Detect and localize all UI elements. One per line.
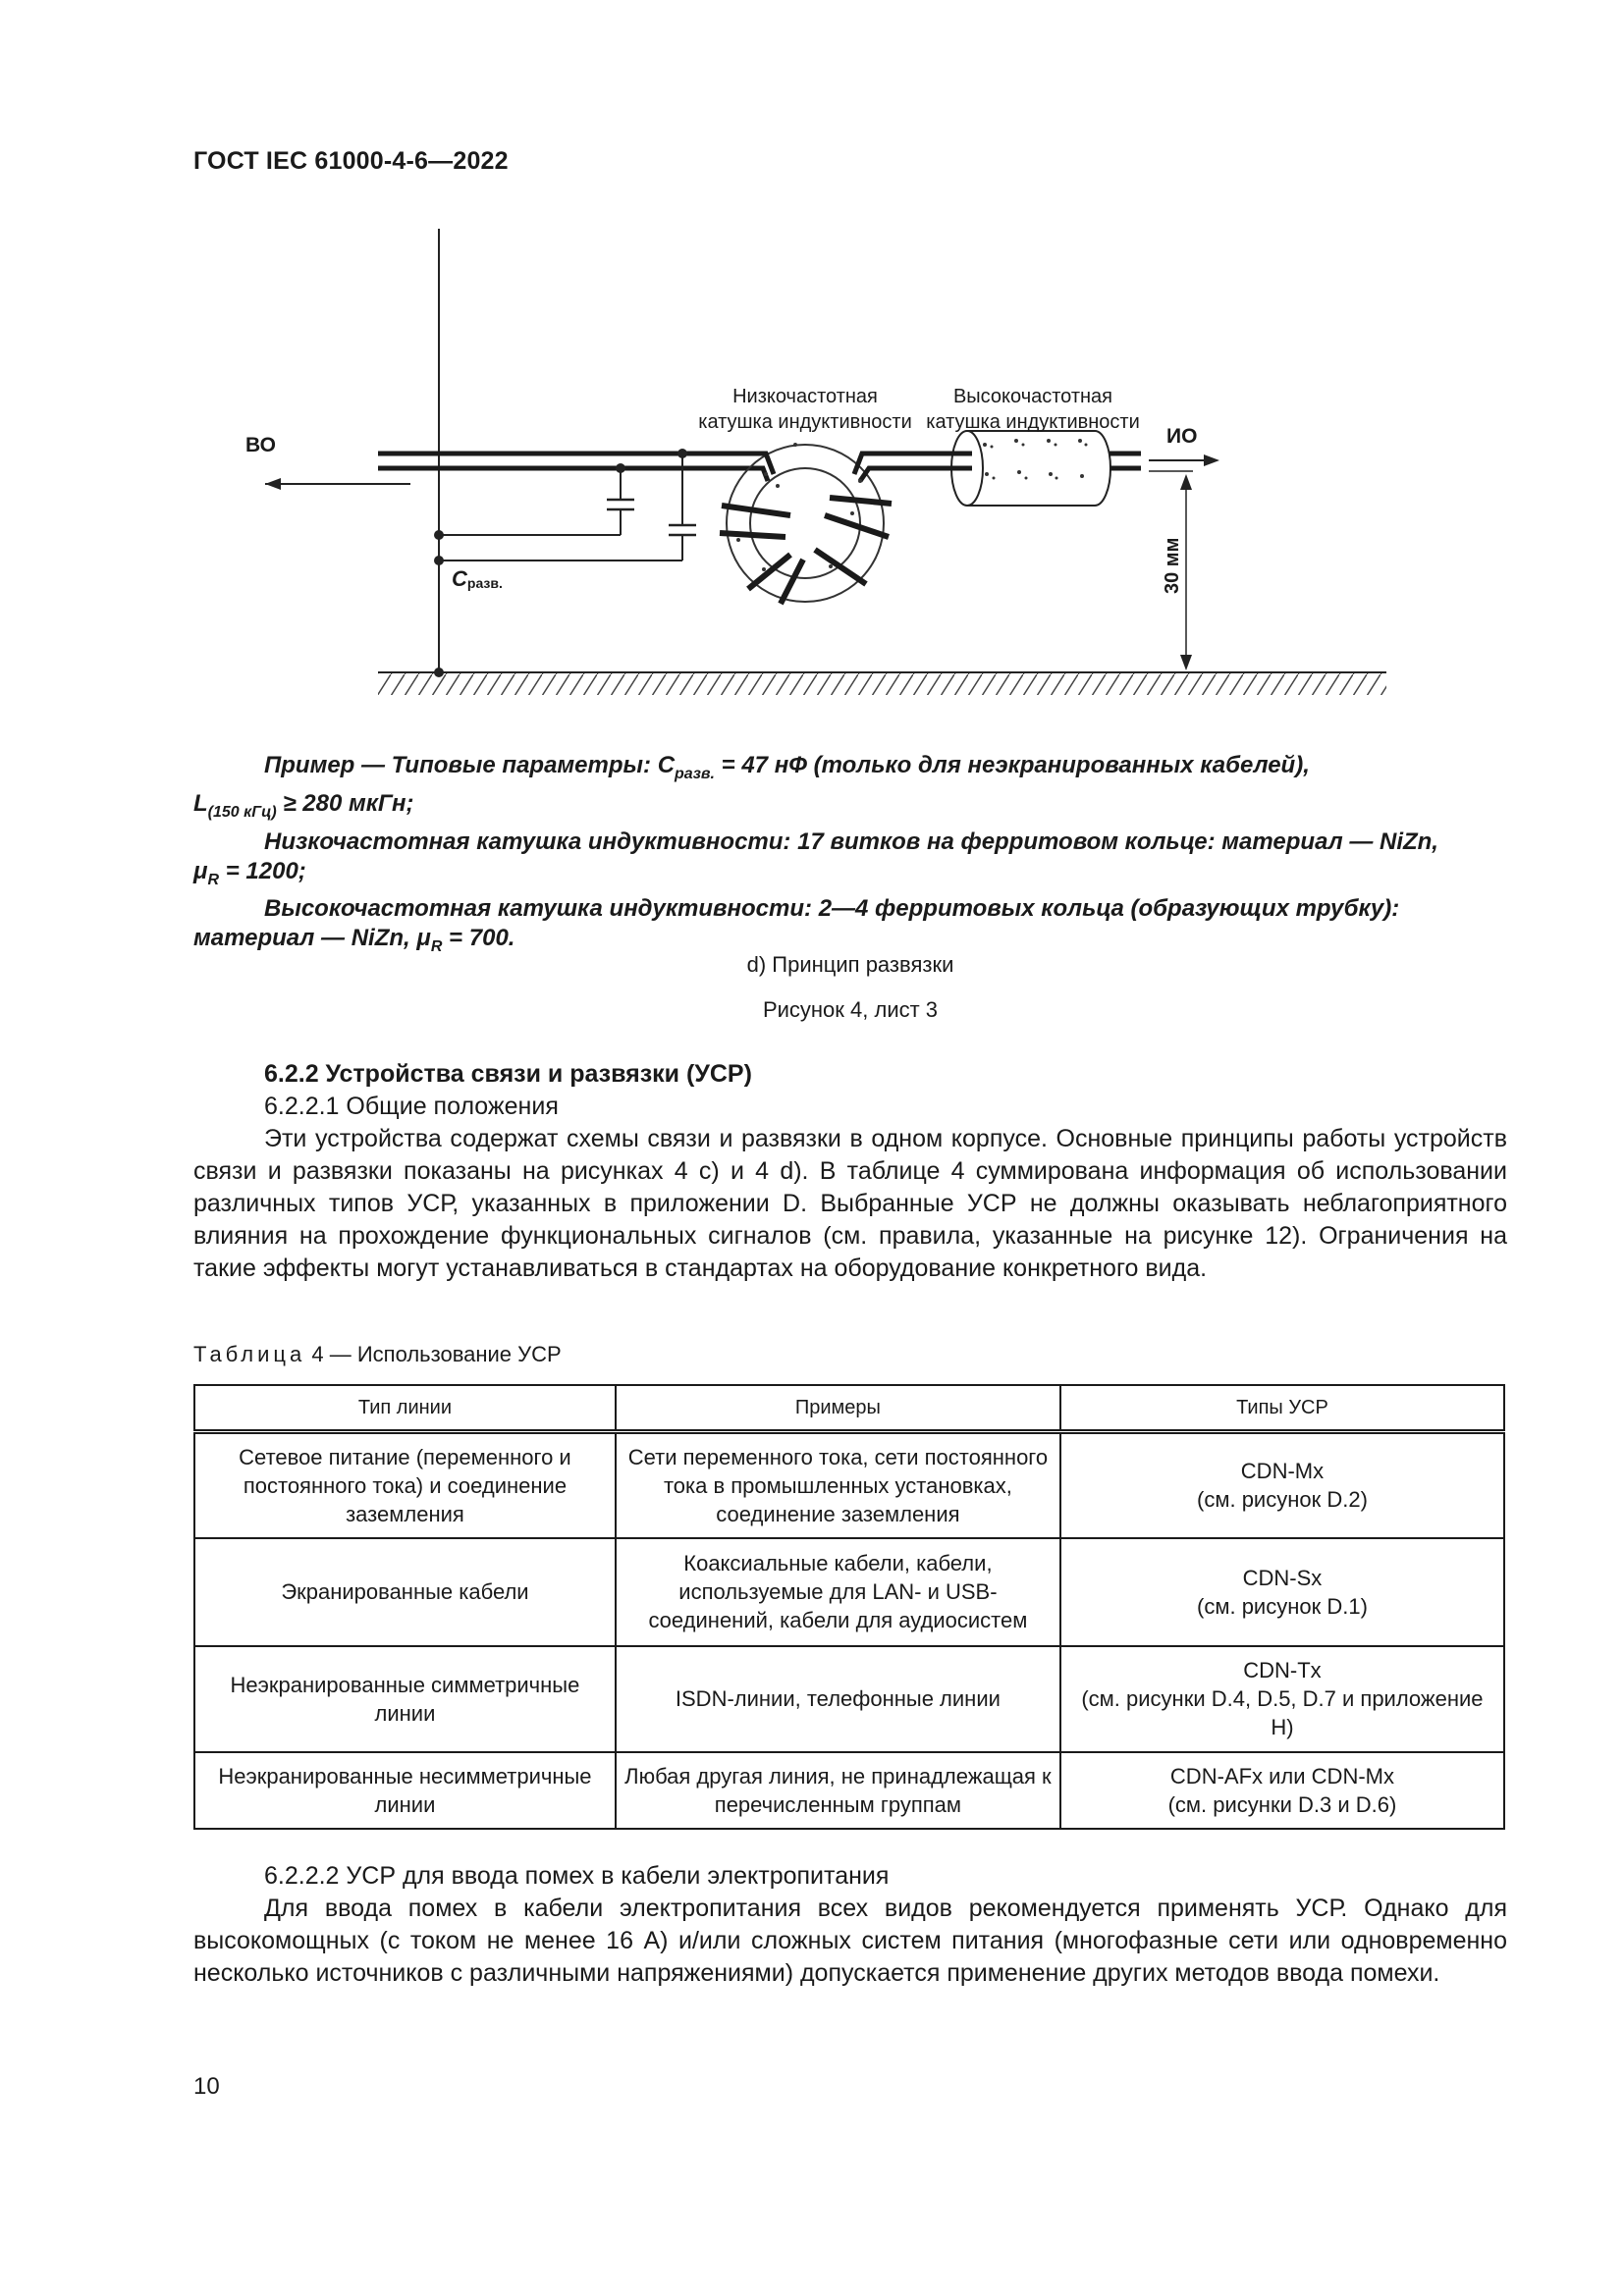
left-label: ВО [245,434,276,456]
table-cell: CDN-Sx (см. рисунок D.1) [1060,1538,1504,1646]
cdn-usage-table [193,1384,1505,1830]
lf-coil-label-2: катушка индуктивности [698,411,912,433]
hf-coil-label: Высокочастотная [952,386,1113,407]
document-header: ГОСТ IEC 61000-4-6—2022 [193,147,509,175]
page-number: 10 [193,2073,220,2100]
table-cell: Сетевое питание (переменного и постоянного тока) и соединение заземления [194,1432,616,1538]
note-line-1: Пример — Типовые параметры: $С_{разв.} = 47$ нФ (только для неэкранированных кабелей), [264,752,1310,782]
ground-hatch [378,673,1386,695]
table-row [194,1432,1504,1538]
section-6-2-2-2 [193,1860,1507,1990]
table-cell: Сети переменного тока, сети постоянного тока в промышленных установках, соединение заземления [616,1432,1060,1538]
capacitor-label: Cразв. [452,566,503,591]
table-cell: Любая другая линия, не принадлежащая к перечисленным группам [616,1752,1060,1829]
table-cell: Неэкранированные симметричные линии [194,1646,616,1752]
header-line-type: Тип линии [194,1385,616,1432]
section-title: 6.2.2 Устройства связи и развязки (УСР) [264,1060,752,1088]
section-6-2-2 [193,1058,1507,1285]
hf-coil-label-2: катушка индуктивности [926,411,1140,433]
table-cell: Неэкранированные несимметричные линии [194,1752,616,1829]
note-line-4: $\mu_R = 1200$; [193,857,306,888]
table-cell: CDN-Mx (см. рисунок D.2) [1060,1432,1504,1538]
table-cell: Экранированные кабели [194,1538,616,1646]
figure-caption: Рисунок 4, лист 3 [762,997,939,1022]
note-line-6: материал — NiZn, $\mu_R = 700$. [193,925,515,956]
section-subtitle: 6.2.2.1 Общие положения [264,1093,559,1120]
figure-subcaption: d) Принцип развязки [746,952,954,977]
table-row [194,1646,1504,1752]
lf-coil-label: Низкочастотная [732,386,878,407]
header-examples: Примеры [616,1385,1060,1432]
note-line-2: $L_{(150 кГц)} \ge 280$ мкГн; [193,789,414,821]
table-cell: Коаксиальные кабели, кабели, используемые для LAN- и USB-соединений, кабели для аудиосистем [616,1538,1060,1646]
height-label: 30 мм [1162,537,1183,594]
header-cdn-types: Типы УСР [1060,1385,1504,1432]
table-row [194,1538,1504,1646]
section2-paragraph: Для ввода помех в кабели электропитания всех видов рекомендуется применять УСР. Однако для высокомощных (с током не менее 16 А) и/или сложных систем питания (многофазные сети или одновременно несколько источников с различными напряжениями) допускается применение других методов ввода помехи. [193,1895,1507,1987]
section-paragraph: Эти устройства содержат схемы связи и развязки в одном корпусе. Основные принципы работы устройств связи и развязки показаны на рисунках 4 c) и 4 d). В таблице 4 суммирована информация об использовании различных типов УСР, указанных в приложении D. Выбранные УСР не должны оказывать неблагоприятного влияния на прохождение функциональных сигналов (см. правила, указанные на рисунке 12). Ограничения на такие эффекты могут устанавливаться в стандартах на оборудование конкретного вида. [193,1125,1507,1282]
table-row [194,1752,1504,1829]
table-header-row [194,1385,1504,1432]
table-cell: ISDN-линии, телефонные линии [616,1646,1060,1752]
table-caption: Таблица 4 — Использование УСР [193,1342,562,1366]
table-cell: CDN-AFx или CDN-Mx (см. рисунки D.3 и D.6) [1060,1752,1504,1829]
figure-note [193,751,1507,962]
section2-subtitle: 6.2.2.2 УСР для ввода помех в кабели электропитания [264,1862,890,1890]
decoupling-diagram [245,221,1404,692]
table-cell: CDN-Tx (см. рисунки D.4, D.5, D.7 и приложение H) [1060,1646,1504,1752]
note-line-5: Высокочастотная катушка индуктивности: 2—4 ферритовых кольца (образующих трубку): [264,895,1400,923]
hf-tube-body [967,431,1110,506]
note-line-3: Низкочастотная катушка индуктивности: 17 витков на ферритовом кольце: материал — NiZn, [264,828,1438,855]
right-label: ИО [1166,425,1198,448]
